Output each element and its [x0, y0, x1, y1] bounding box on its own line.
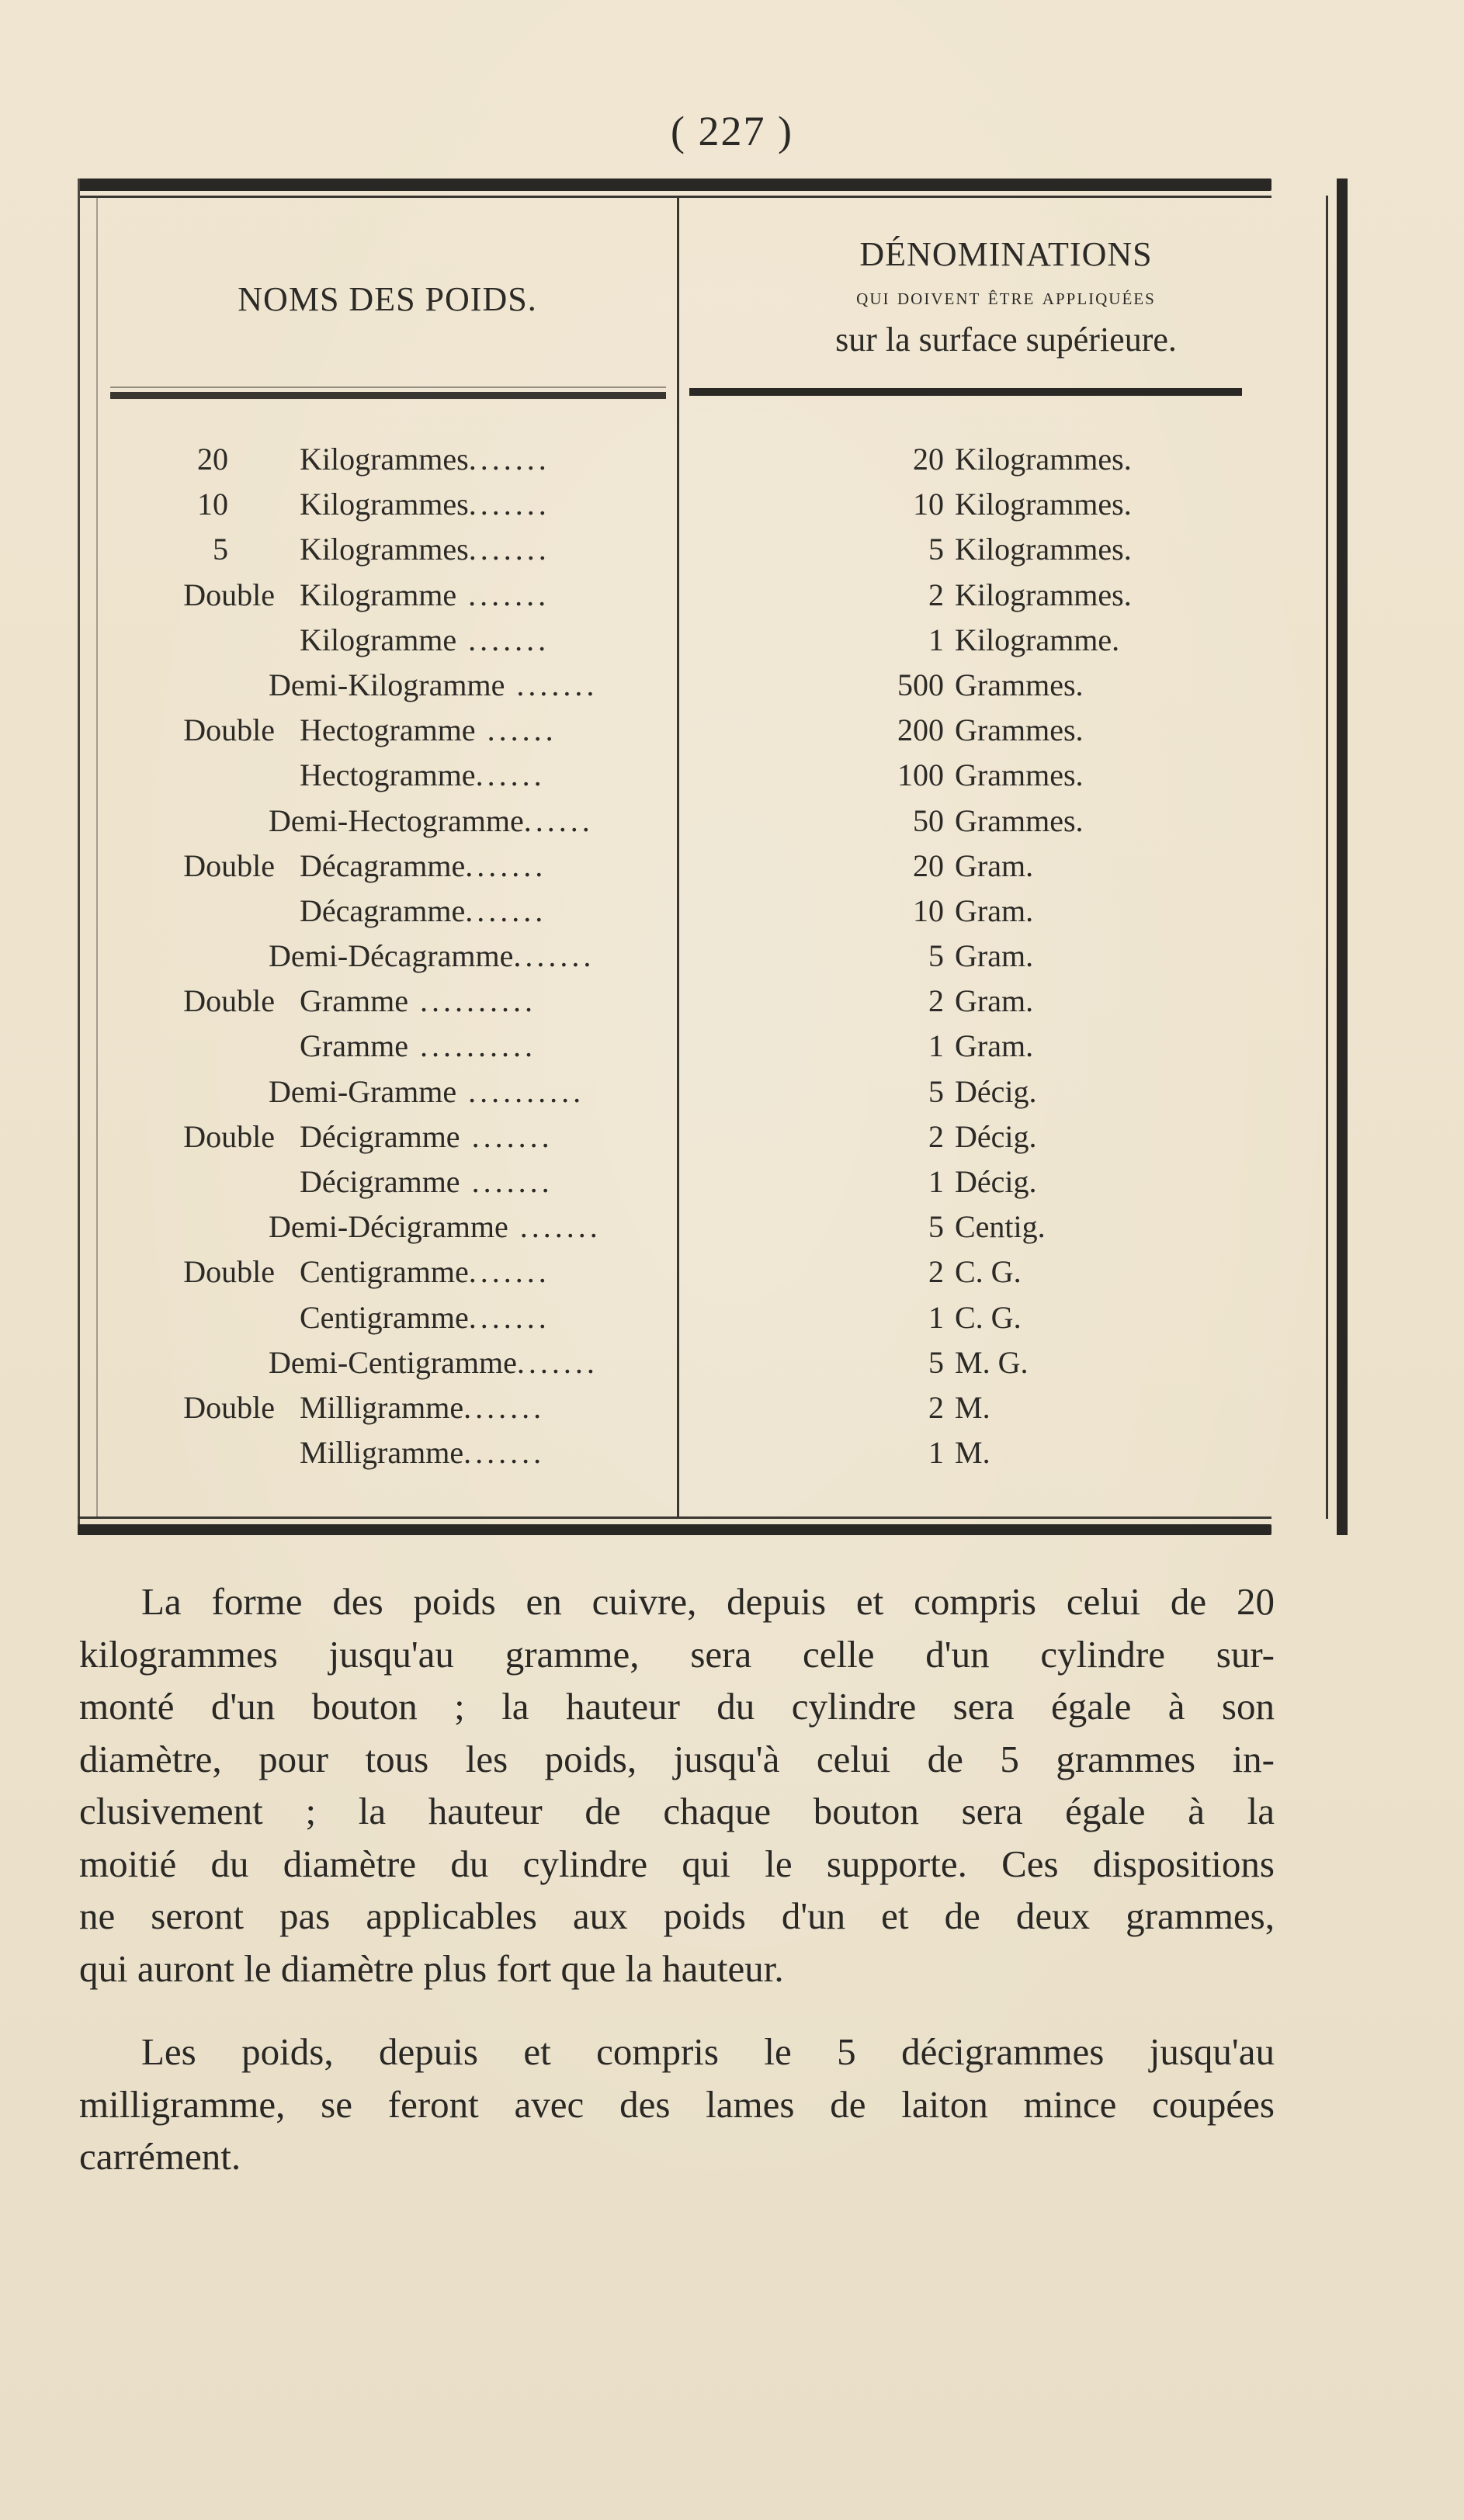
leader-dots: .......	[468, 442, 550, 477]
weight-name-text: Gramme	[300, 983, 408, 1019]
table-top-inner-rule	[78, 196, 1271, 198]
weight-name	[300, 1253, 550, 1290]
weight-name	[300, 577, 550, 613]
table-row	[78, 667, 1335, 712]
weight-name	[269, 1208, 602, 1245]
weight-name-text: Kilogramme	[300, 577, 457, 612]
leader-dots: .......	[468, 1254, 550, 1290]
table-row	[78, 1344, 1335, 1389]
denomination-number: 10	[913, 487, 944, 522]
table-row	[78, 1208, 1335, 1253]
table-row	[78, 531, 1335, 576]
weight-name	[269, 802, 594, 839]
denomination-unit: Gram.	[955, 893, 1034, 928]
weight-name	[300, 531, 550, 567]
denomination-number: 1	[928, 1299, 944, 1335]
weight-name-text: Milligramme	[300, 1435, 464, 1471]
header-noms-des-poids: NOMS DES POIDS.	[238, 280, 537, 318]
denomination-unit: C. G.	[955, 1254, 1022, 1290]
table-row	[78, 1028, 1335, 1073]
paragraph-line: monté d'un bouton ; la hauteur du cylindre sera égale à son	[79, 1685, 1275, 1728]
leader-dots: .......	[468, 1299, 550, 1335]
table-row	[78, 1118, 1335, 1163]
weight-name	[269, 667, 598, 703]
weight-name-text: Hectogramme	[300, 712, 476, 748]
weight-name	[300, 1299, 550, 1336]
table-row	[78, 893, 1335, 938]
denomination-unit: Décig.	[955, 1164, 1037, 1199]
weight-name-text: Demi-Kilogramme	[269, 667, 505, 702]
denomination-unit: M.	[955, 1435, 990, 1471]
leader-dots: .......	[516, 1344, 598, 1380]
paragraph-line: qui auront le diamètre plus fort que la hauteur.	[79, 1946, 784, 1990]
page-number: ( 227 )	[671, 108, 793, 154]
weight-name	[300, 983, 536, 1019]
weight-name	[300, 1028, 536, 1064]
denomination-unit: Kilogrammes.	[955, 577, 1132, 612]
denomination-number: 20	[913, 442, 944, 477]
denomination-number: 1	[928, 1028, 944, 1064]
header-denominations-title: DÉNOMINATIONS	[859, 235, 1153, 273]
denomination-unit: Grammes.	[955, 802, 1084, 838]
table-row	[78, 983, 1335, 1028]
weight-name	[300, 848, 546, 884]
denomination-number: 1	[928, 1164, 944, 1199]
denomination-unit: Kilogrammes.	[955, 532, 1132, 567]
table-row	[78, 1163, 1335, 1208]
weight-name-text: Décigramme	[300, 1118, 460, 1154]
denomination-number: 2	[928, 1118, 944, 1154]
weight-name-text: Gramme	[300, 1028, 408, 1064]
weight-name-text: Demi-Décagramme	[269, 938, 514, 974]
header-rule-left-thin	[110, 386, 666, 388]
paragraph-line: kilogrammes jusqu'au gramme, sera celle d'un cylindre sur-	[79, 1632, 1275, 1676]
weight-name	[300, 712, 557, 748]
leader-dots: .......	[465, 848, 547, 883]
leader-dots: .......	[460, 1118, 553, 1154]
paragraph-line: diamètre, pour tous les poids, jusqu'à celui de 5 grammes in-	[79, 1737, 1275, 1780]
denomination-number: 1	[928, 1435, 944, 1471]
table-top-border	[78, 179, 1271, 191]
weight-name-text: Demi-Gramme	[269, 1073, 457, 1109]
denomination-unit: Décig.	[955, 1073, 1037, 1109]
denomination-number: 2	[928, 983, 944, 1019]
denomination-number: 1	[928, 622, 944, 657]
weight-name	[300, 757, 546, 793]
leader-dots: ..........	[408, 983, 536, 1019]
denomination-unit: M.	[955, 1389, 990, 1425]
weight-prefix: Double	[183, 1389, 275, 1425]
weight-name	[269, 1344, 598, 1381]
leader-dots: ..........	[408, 1028, 536, 1064]
paragraph-line: clusivement ; la hauteur de chaque bouton sera égale à la	[79, 1790, 1275, 1832]
weight-name-text: Kilogrammes	[300, 532, 469, 567]
leader-dots: .......	[463, 1389, 546, 1425]
table-row	[78, 848, 1335, 893]
paragraph-lames-de-laiton	[79, 2026, 1275, 2183]
weight-name-text: Décigramme	[300, 1164, 460, 1199]
weight-name	[300, 1118, 553, 1155]
denomination-number: 2	[928, 1389, 944, 1425]
table-bottom-inner-rule	[78, 1517, 1271, 1519]
header-denominations	[680, 231, 1332, 363]
table-row	[78, 802, 1335, 848]
denomination-number: 2	[928, 577, 944, 612]
weight-name-text: Centigramme	[300, 1254, 469, 1290]
table-row	[78, 622, 1335, 667]
leader-dots: ..........	[456, 1073, 585, 1109]
weight-name-text: Hectogramme	[300, 757, 476, 793]
weight-name	[300, 1389, 545, 1426]
leader-dots: .......	[513, 938, 595, 974]
denomination-unit: Kilogrammes.	[955, 442, 1132, 477]
weight-prefix: Double	[183, 577, 275, 612]
table-row	[78, 1253, 1335, 1298]
weight-name-text: Demi-Centigramme	[269, 1344, 517, 1380]
weight-prefix: Double	[183, 848, 275, 883]
weight-prefix: Double	[183, 983, 275, 1019]
table-row	[78, 1389, 1335, 1434]
weight-name-text: Décagramme	[300, 848, 466, 883]
weight-name-text: Kilogrammes	[300, 487, 469, 522]
weight-name	[300, 1434, 545, 1471]
denomination-number: 5	[928, 1073, 944, 1109]
denomination-number: 5	[928, 938, 944, 974]
leader-dots: .......	[468, 532, 550, 567]
denomination-unit: Gram.	[955, 848, 1034, 883]
denomination-unit: M. G.	[955, 1344, 1029, 1380]
paragraph-line: La forme des poids en cuivre, depuis et compris celui de 20	[141, 1580, 1275, 1623]
table-body	[78, 441, 1335, 1479]
denomination-number: 20	[913, 848, 944, 883]
weight-name-text: Milligramme	[300, 1389, 464, 1425]
table-bottom-border	[78, 1524, 1271, 1535]
paragraph-line: moitié du diamètre du cylindre qui le supporte. Ces dispositions	[79, 1842, 1275, 1885]
table-row	[78, 486, 1335, 531]
denomination-number: 2	[928, 1254, 944, 1290]
denomination-unit: Kilogramme.	[955, 622, 1120, 657]
table-row	[78, 1073, 1335, 1118]
leader-dots: .......	[505, 667, 598, 702]
denomination-number: 100	[897, 757, 944, 793]
denomination-unit: Gram.	[955, 983, 1034, 1019]
header-denominations-surface: sur la surface supérieure.	[835, 321, 1177, 359]
denomination-unit: C. G.	[955, 1299, 1022, 1335]
table-row	[78, 712, 1335, 757]
table-row	[78, 441, 1335, 486]
denomination-number: 500	[897, 667, 944, 702]
leader-dots: .......	[465, 893, 547, 928]
weight-name	[300, 441, 550, 477]
weight-name-text: Décagramme	[300, 893, 466, 928]
denomination-unit: Grammes.	[955, 757, 1084, 793]
leader-dots: ......	[523, 802, 594, 838]
weight-name	[300, 1163, 553, 1200]
weight-name	[300, 622, 550, 658]
leader-dots: .......	[508, 1209, 602, 1245]
weight-prefix: Double	[183, 1118, 275, 1154]
leader-dots: .......	[468, 487, 550, 522]
weight-prefix: Double	[183, 1254, 275, 1290]
table-right-border	[1337, 179, 1348, 1535]
header-rule-left	[110, 392, 666, 399]
denomination-number: 5	[928, 1344, 944, 1380]
weight-name-text: Kilogrammes	[300, 442, 469, 477]
denomination-number: 5	[928, 1209, 944, 1245]
weight-name	[300, 893, 546, 929]
paragraph-line: milligramme, se feront avec des lames de laiton mince coupées	[79, 2082, 1275, 2126]
denomination-unit: Grammes.	[955, 712, 1084, 748]
weights-table	[78, 179, 1271, 1538]
weight-prefix: Double	[183, 712, 275, 748]
weight-name	[269, 1073, 585, 1110]
weight-name-text: Demi-Hectogramme	[269, 802, 524, 838]
table-row	[78, 757, 1335, 802]
denomination-number: 5	[928, 532, 944, 567]
denomination-unit: Kilogrammes.	[955, 487, 1132, 522]
denomination-unit: Centig.	[955, 1209, 1046, 1245]
weight-prefix: 5	[213, 532, 228, 567]
leader-dots: .......	[456, 622, 550, 657]
leader-dots: ......	[475, 712, 557, 748]
paragraph-line: carrément.	[79, 2135, 241, 2178]
denomination-unit: Gram.	[955, 1028, 1034, 1064]
weight-name-text: Kilogramme	[300, 622, 457, 657]
table-row	[78, 577, 1335, 622]
header-denominations-subtitle: qui doivent être appliquées	[856, 284, 1156, 310]
denomination-unit: Gram.	[955, 938, 1034, 974]
weight-prefix: 10	[197, 487, 228, 522]
denomination-unit: Grammes.	[955, 667, 1084, 702]
table-row	[78, 1434, 1335, 1479]
leader-dots: .......	[456, 577, 550, 612]
table-row	[78, 1299, 1335, 1344]
leader-dots: .......	[460, 1164, 553, 1199]
weight-prefix: 20	[197, 442, 228, 477]
weight-name	[300, 486, 550, 522]
weight-name-text: Demi-Décigramme	[269, 1209, 508, 1245]
denomination-number: 200	[897, 712, 944, 748]
denomination-number: 10	[913, 893, 944, 928]
leader-dots: .......	[463, 1435, 546, 1471]
table-row	[78, 938, 1335, 983]
denomination-number: 50	[913, 802, 944, 838]
leader-dots: ......	[475, 757, 546, 793]
weight-name	[269, 938, 595, 974]
paragraph-line: Les poids, depuis et compris le 5 décigrammes jusqu'au	[141, 2030, 1275, 2073]
paragraph-line: ne seront pas applicables aux poids d'un et de deux grammes,	[79, 1894, 1275, 1937]
header-rule-right	[689, 388, 1242, 396]
paragraph-forme-des-poids	[79, 1575, 1275, 1995]
denomination-unit: Décig.	[955, 1118, 1037, 1154]
weight-name-text: Centigramme	[300, 1299, 469, 1335]
